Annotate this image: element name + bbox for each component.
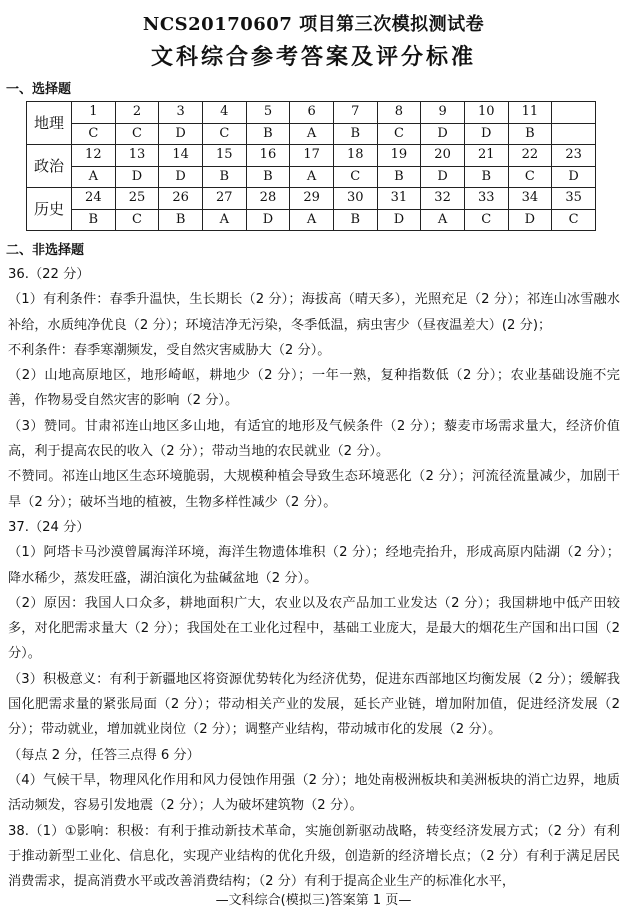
question-number: 10 <box>464 102 508 124</box>
question-number: 6 <box>290 102 334 124</box>
answer-paragraph: （1）有利条件：春季升温快，生长期长（2 分）；海拔高（晴天多），光照充足（2 分）；祁连山冰雪融水补给，水质纯净优良（2 分）；环境洁净无污染，冬季低温，病虫害少（昼夜温差大）(2 分)； <box>8 292 620 333</box>
answer-cell: C <box>115 209 159 231</box>
question-number-row <box>27 102 596 124</box>
question-number: 13 <box>115 145 159 167</box>
answer-paragraph: （每点 2 分，任答三点得 6 分） <box>8 747 200 763</box>
question-number: 31 <box>377 188 421 210</box>
question-number: 5 <box>246 102 290 124</box>
answer-cell: D <box>552 166 596 188</box>
answer-cell: C <box>464 209 508 231</box>
answer-paragraph: 37.（24 分） <box>8 519 90 535</box>
question-number: 22 <box>508 145 552 167</box>
question-number: 14 <box>159 145 203 167</box>
document-subtitle: 文科综合参考答案及评分标准 <box>150 44 476 70</box>
answer-cell: D <box>508 209 552 231</box>
answer-cell: D <box>159 123 203 145</box>
answer-cell: C <box>72 123 116 145</box>
answer-cell: A <box>72 166 116 188</box>
subject-label: 政治 <box>27 145 72 188</box>
answer-cell: C <box>377 123 421 145</box>
answer-cell: C <box>115 123 159 145</box>
question-number: 29 <box>290 188 334 210</box>
question-number: 26 <box>159 188 203 210</box>
answer-cell: B <box>159 209 203 231</box>
subject-label: 地理 <box>27 102 72 145</box>
question-number: 9 <box>421 102 465 124</box>
question-number <box>552 102 596 124</box>
answer-paragraph: （3）积极意义：有利于新疆地区将资源优势转化为经济优势，促进东西部地区均衡发展（2 分）；缓解我国化肥需求量的紧张局面（2 分）；带动相关产业的发展，延长产业链，增加附加值，促进经济发展（2 分）；带动就业，增加就业岗位（2 分）；调整产业结构，带动城市化的发展（2 分）。 <box>8 671 620 738</box>
section-heading-nonchoice: 二、非选择题 <box>6 243 85 258</box>
page-footer: —文科综合(模拟三)答案第 1 页— <box>215 893 412 908</box>
answer-cell: B <box>202 166 246 188</box>
answer-cell: C <box>202 123 246 145</box>
answer-cell: A <box>290 209 334 231</box>
question-number: 12 <box>72 145 116 167</box>
question-number: 7 <box>333 102 377 124</box>
answer-paragraph: 38.（1）①影响：积极：有利于推动新技术革命，实施创新驱动战略，转变经济发展方式；（2 分）有利于推动新型工业化、信息化，实现产业结构的优化升级，创造新的经济增长点；（2 分）有利于满足居民消费需求，提高消费水平或改善消费结构；（2 分）有利于提高企业生产的标准化水平， <box>8 823 620 890</box>
subject-label: 历史 <box>27 188 72 231</box>
answer-cell: B <box>72 209 116 231</box>
answer-cell: B <box>333 123 377 145</box>
answer-cell: A <box>421 209 465 231</box>
answer-cell: B <box>246 123 290 145</box>
question-number: 15 <box>202 145 246 167</box>
question-number-row <box>27 145 596 167</box>
question-number: 4 <box>202 102 246 124</box>
answer-paragraph: （2）山地高原地区，地形崎岖，耕地少（2 分）；一年一熟，复种指数低（2 分）；农业基础设施不完善，作物易受自然灾害的影响（2 分）。 <box>8 368 620 409</box>
question-number: 30 <box>333 188 377 210</box>
question-number: 11 <box>508 102 552 124</box>
question-number: 2 <box>115 102 159 124</box>
question-number: 1 <box>72 102 116 124</box>
question-number: 20 <box>421 145 465 167</box>
answer-cell: A <box>290 166 334 188</box>
question-number: 28 <box>246 188 290 210</box>
section-heading-choice: 一、选择题 <box>6 82 72 97</box>
answer-cell: A <box>290 123 334 145</box>
answer-cell: C <box>508 166 552 188</box>
answer-paragraph: （1）阿塔卡马沙漠曾属海洋环境，海洋生物遗体堆积（2 分）；经地壳抬升，形成高原内陆湖（2 分）；降水稀少，蒸发旺盛，湖泊演化为盐碱盆地（2 分）。 <box>8 545 620 586</box>
answer-body <box>8 262 620 894</box>
answer-paragraph: （4）气候干旱，物理风化作用和风力侵蚀作用强（2 分）；地处南极洲板块和美洲板块的消亡边界，地质活动频发，容易引发地震（2 分）；人为破坏建筑物（2 分）。 <box>8 772 620 814</box>
document-title: NCS20170607 项目第三次模拟测试卷 <box>142 14 485 35</box>
question-number: 23 <box>552 145 596 167</box>
question-number-row <box>27 188 596 210</box>
answer-cell: B <box>377 166 421 188</box>
question-number: 27 <box>202 188 246 210</box>
question-number: 35 <box>552 188 596 210</box>
answer-cell: C <box>552 209 596 231</box>
question-number: 21 <box>464 145 508 167</box>
answer-cell <box>552 123 596 145</box>
answer-paragraph: 不利条件：春季寒潮频发，受自然灾害威胁大（2 分）。 <box>8 342 331 358</box>
question-number: 33 <box>464 188 508 210</box>
question-number: 24 <box>72 188 116 210</box>
answer-row <box>27 209 596 231</box>
answer-table <box>26 101 596 231</box>
answer-cell: C <box>333 166 377 188</box>
answer-cell: D <box>115 166 159 188</box>
answer-cell: B <box>464 166 508 188</box>
question-number: 3 <box>159 102 203 124</box>
answer-paragraph: 不赞同。祁连山地区生态环境脆弱，大规模种植会导致生态环境恶化（2 分）；河流径流量减少，加剧干旱（2 分）；破坏当地的植被，生物多样性减少（2 分）。 <box>8 469 620 510</box>
answer-cell: B <box>246 166 290 188</box>
question-number: 18 <box>333 145 377 167</box>
question-number: 19 <box>377 145 421 167</box>
question-number: 25 <box>115 188 159 210</box>
answer-cell: A <box>202 209 246 231</box>
answer-cell: D <box>421 123 465 145</box>
answer-cell: D <box>246 209 290 231</box>
question-number: 17 <box>290 145 334 167</box>
answer-cell: D <box>464 123 508 145</box>
question-number: 32 <box>421 188 465 210</box>
question-number: 8 <box>377 102 421 124</box>
question-number: 16 <box>246 145 290 167</box>
answer-cell: B <box>508 123 552 145</box>
answer-paragraph: （2）原因：我国人口众多，耕地面积广大，农业以及农产品加工业发达（2 分）；我国耕地中低产田较多，对化肥需求量大（2 分）；我国处在工业化过程中，基础工业庞大，是最大的烟花生产国和出口国（2 分）。 <box>8 595 620 662</box>
question-number: 34 <box>508 188 552 210</box>
answer-paragraph: （3）赞同。甘肃祁连山地区多山地，有适宜的地形及气候条件（2 分）；藜麦市场需求量大，经济价值高，利于提高农民的收入（2 分）；带动当地的农民就业（2 分）。 <box>8 418 620 460</box>
answer-paragraph: 36.（22 分） <box>8 267 90 282</box>
answer-cell: D <box>421 166 465 188</box>
answer-row <box>27 166 596 188</box>
answer-cell: D <box>377 209 421 231</box>
answer-cell: D <box>159 166 203 188</box>
answer-cell: B <box>333 209 377 231</box>
answer-row <box>27 123 596 145</box>
